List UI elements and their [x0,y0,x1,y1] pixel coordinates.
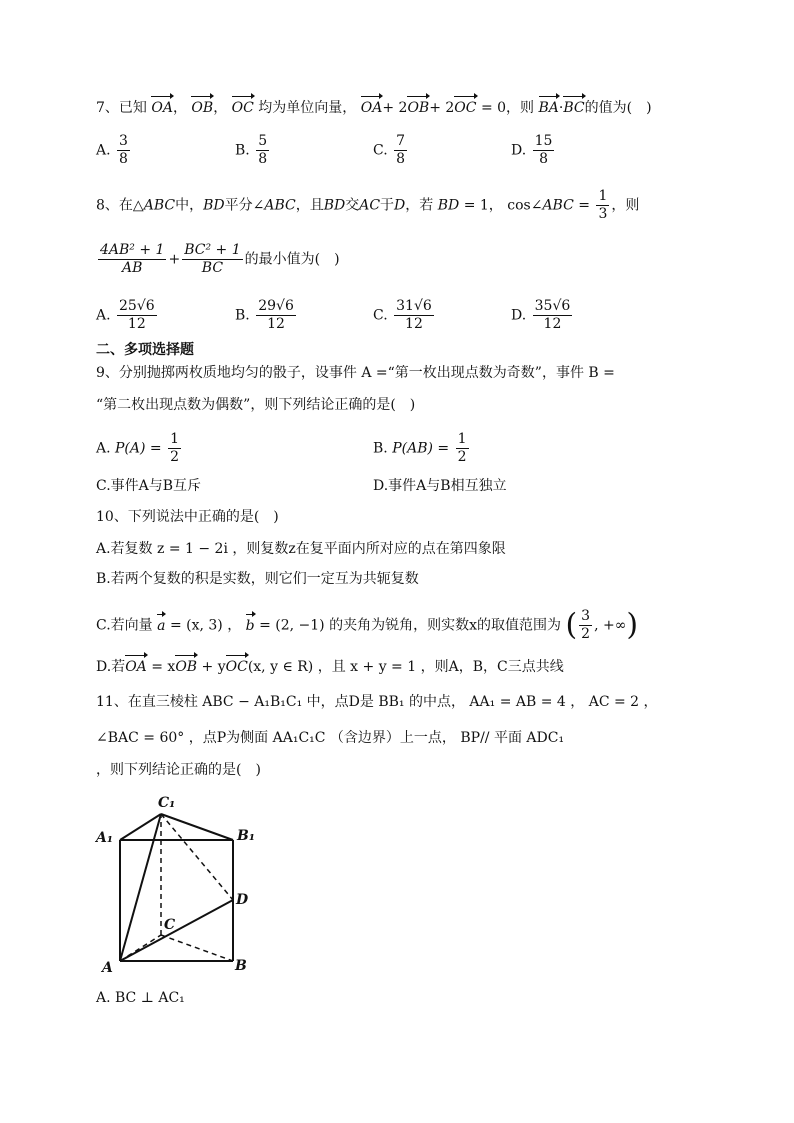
denominator: 2 [170,449,180,465]
q8-text: ，且 [295,197,324,214]
q8-text: 的最小值为( ) [244,251,340,268]
denominator: 8 [119,151,128,167]
q8-text: 平分∠ [224,197,265,214]
denominator: 12 [267,316,285,332]
q7-text: 均为单位向量， [258,100,357,116]
question-11-line-2: ∠BAC = 60° ，点P为侧面 AA₁C₁C （含边界）上一点， BP// 平面 ADC₁ [96,730,565,746]
q10-option-c [96,608,638,643]
q8-option-b [235,298,298,333]
math-ABC: ABC [264,197,296,214]
numerator: 1 [457,431,467,447]
q7-option-c [373,133,409,168]
vector-a: a [157,617,166,634]
vector-OC: OC [225,659,248,675]
denominator: 8 [258,151,268,167]
option-label: A. [96,440,111,457]
denominator: AB [122,260,143,276]
fraction [533,133,555,168]
q7-operator: + 2 [382,100,408,116]
numerator: 1 [598,188,608,204]
label-C1: C₁ [158,795,176,811]
option-label: B. [235,307,250,324]
denominator: 3 [598,206,608,222]
q7-option-d [511,133,556,168]
math-D: D [394,197,406,214]
option-label: B. [235,142,250,159]
fraction [117,133,130,168]
left-paren: ( [565,607,578,643]
label-A: A [102,960,113,976]
q10-text: = (x, 3) ， [169,617,242,634]
numerator: 25√6 [119,298,155,314]
question-8-stem [96,188,639,223]
denominator: 12 [543,316,562,332]
edge-A-D [120,900,233,961]
vector-OC: OC [231,100,254,116]
fraction [579,608,592,643]
numerator: 7 [396,133,406,149]
numerator: 35√6 [534,298,571,314]
q8-text: = [578,197,590,214]
denominator: 2 [581,626,591,642]
q10-text: D.若 [96,659,126,675]
option-label: D. [511,142,527,159]
numerator: 15 [534,133,553,149]
math-ABC: ABC [143,197,176,214]
q9-option-d: D.事件A与B相互独立 [373,478,507,494]
math-BD: BD [203,197,225,214]
fraction [117,298,157,333]
label-B: B [235,958,247,974]
math-BD: BD [437,197,460,214]
question-9-line-1: 9、分别抛掷两枚质地均匀的骰子，设事件 A =“第一枚出现点数为奇数”，事件 B = [96,365,615,381]
math-AC: AC [359,197,381,214]
denominator: 8 [396,151,406,167]
numerator: 4AB² + 1 [100,242,165,258]
q10-text: C.若向量 [96,617,153,634]
numerator: 5 [258,133,268,149]
fraction [256,298,296,333]
section-heading: 二、多项选择题 [96,342,194,358]
numerator: 3 [581,608,591,624]
q8-option-d [511,298,574,333]
q7-text: 的值为( ) [584,100,652,116]
option-label: C. [373,307,388,324]
fraction [456,431,469,466]
math-expression: P(A) = [115,440,162,457]
q8-option-c [373,298,436,333]
numerator: 29√6 [258,298,294,314]
q8-text: 中， [175,197,204,214]
fraction [394,133,407,168]
vector-BC: BC [563,100,585,116]
q7-operator: + 2 [429,100,455,116]
question-10-stem: 10、下列说法中正确的是( ) [96,509,279,525]
fraction [394,298,434,333]
question-9-line-2: “第二枚出现点数为偶数”，则下列结论正确的是( ) [96,397,416,413]
denominator: 12 [127,316,146,332]
fraction [256,133,269,168]
math-ABC: ABC [542,197,574,214]
q10-option-a: A.若复数 z = 1 − 2i ，则复数z在复平面内所对应的点在第四象限 [96,541,506,557]
vector-OA: OA [360,100,383,116]
q7-option-a [96,133,132,168]
vector-OB: OB [407,100,430,116]
denominator: 2 [457,449,467,465]
q10-text: (x, y ∈ R) ，且 x + y = 1 ，则A，B，C三点共线 [247,659,564,675]
numerator: 1 [170,431,180,447]
q9-option-a [96,431,183,466]
edge-C-B [161,935,233,961]
math-BD: BD [323,197,346,214]
q10-option-d [96,657,564,677]
fraction [182,242,242,277]
fraction [98,242,166,277]
question-11-line-3: ，则下列结论正确的是( ) [96,762,261,778]
q8-number: 8、 [96,197,119,214]
vector-OB: OB [191,100,214,116]
option-label: A. [96,307,111,324]
q7-text: 已知 [118,100,147,116]
question-7-stem: 7、已知 OA， OB， OC 均为单位向量， OA+ 2OB+ 2OC = 0，则 BA·BC的值为( ) [96,100,652,116]
q7-operator: = 0 [480,100,507,116]
vector-OA: OA [125,659,147,675]
label-C: C [164,917,176,933]
q10-text: = (2, −1) 的夹角为锐角，则实数x的取值范围为 [259,617,561,634]
q8-text: = 1， [463,197,503,214]
infinity-bound: , +∞ [594,617,627,634]
numerator: 3 [119,133,128,149]
fraction [168,431,181,466]
q10-option-b: B.若两个复数的积是实数，则它们一定互为共轭复数 [96,571,419,587]
label-A1: A₁ [96,830,113,846]
question-11-line-1: 11、在直三棱柱 ABC − A₁B₁C₁ 中，点D是 BB₁ 的中点， AA₁ = AB = 4 ， AC = 2 ， [96,694,658,710]
denominator: 8 [539,151,549,167]
q8-text: 在△ [118,197,144,214]
q8-expression [96,242,340,277]
option-label: C. [373,142,388,159]
edge-C1-B1 [161,814,233,840]
denominator: 12 [405,316,423,332]
vector-b: b [245,617,255,634]
vector-BA: BA [538,100,559,116]
vector-OA: OA [151,100,173,116]
q10-text: = x [151,659,176,675]
plus-operator: + [168,251,181,268]
q8-text: 交 [345,197,360,214]
math-cos: cos∠ [507,197,543,214]
q7-text: ，则 [506,100,535,116]
q7-number: 7、 [96,100,119,116]
label-D: D [236,892,249,908]
fraction [596,188,609,223]
right-paren: ) [626,607,639,643]
dot-operator: · [558,100,564,116]
option-label: D. [511,307,527,324]
q10-text: + y [201,659,226,675]
label-B1: B₁ [237,828,255,844]
prism-figure [90,790,260,980]
vector-OC: OC [454,100,477,116]
option-label: A. [96,142,111,159]
q8-text: ，则 [611,197,640,214]
q7-option-b [235,133,271,168]
numerator: 31√6 [396,298,432,314]
q11-option-a: A. BC ⊥ AC₁ [96,990,185,1006]
option-label: B. [373,440,388,457]
q8-text: ，若 [405,197,434,214]
q9-option-c: C.事件A与B互斥 [96,478,202,494]
numerator: BC² + 1 [184,242,241,258]
q8-text: 于 [380,197,395,214]
denominator: BC [201,260,224,276]
q8-option-a [96,298,159,333]
q9-option-b [373,431,471,466]
math-expression: P(AB) = [392,440,450,457]
fraction [533,298,573,333]
vector-OB: OB [175,659,198,675]
